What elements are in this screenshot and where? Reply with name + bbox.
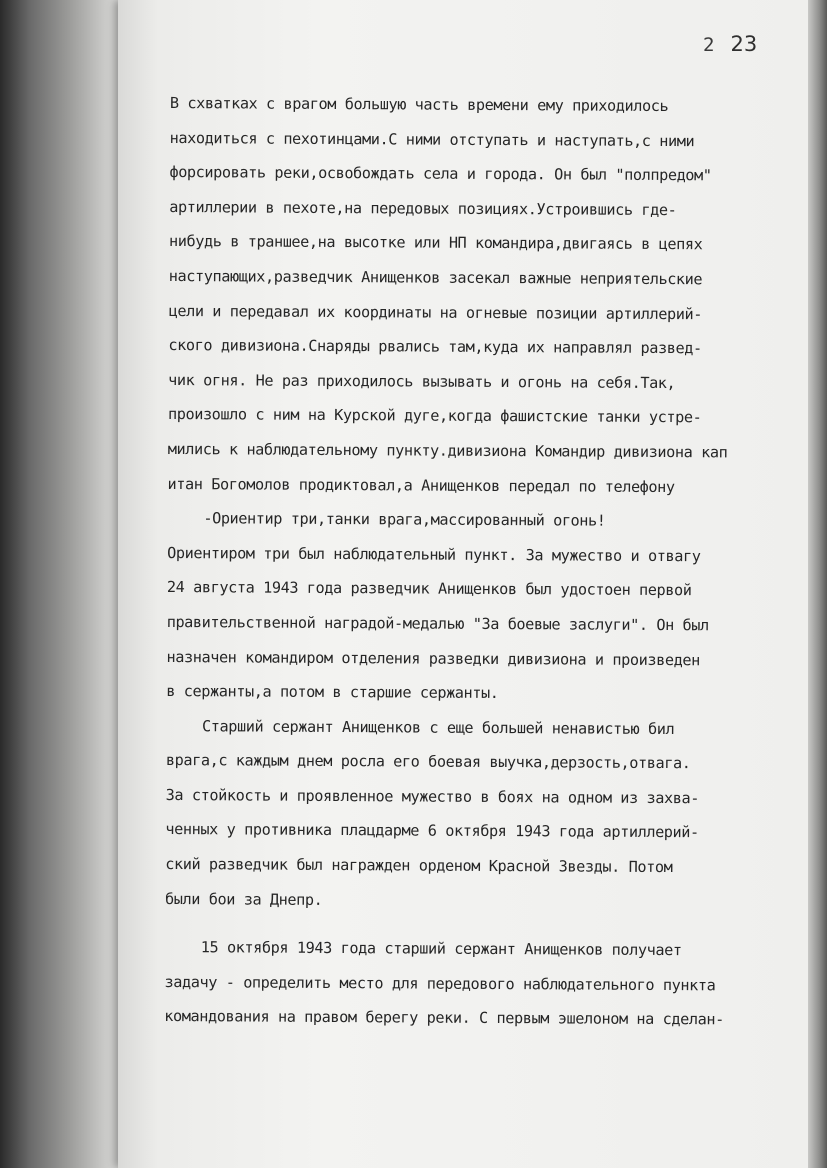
text-line: мились к наблюдательному пункту.дивизиона Командир дивизиона кап [167, 439, 728, 462]
typewritten-text [164, 86, 810, 1038]
paragraph [167, 86, 810, 505]
text-line: Ориентиром три был наблюдательный пункт. За мужество и отвагу [167, 543, 701, 565]
text-line: врага,с каждым днем росла его боевая выучка,дерзость,отвага. [165, 751, 691, 773]
text-line: находиться с пехотинцами.С ними отступать и наступать,с ними [169, 128, 695, 150]
page-number [703, 32, 757, 56]
text-line: в сержанты,а потом в старшие сержанты. [166, 682, 499, 703]
text-line: чик огня. Не раз приходилось вызывать и огонь на себя.Так, [168, 370, 676, 392]
text-line: артиллерии в пехоте,на передовых позициях.Устроившись где- [169, 197, 677, 219]
paragraph [164, 930, 805, 1038]
text-line: ский разведчик был награжден орденом Красной Звезды. Потом [165, 855, 673, 877]
text-line: были бои за Днепр. [164, 889, 323, 909]
text-line: назначен командиром отделения разведки дивизиона и произведен [166, 647, 700, 669]
text-line: ченных у противника плацдарме 6 октября 1943 года артиллерий- [165, 820, 699, 842]
text-line: 24 августа 1943 года разведчик Анищенков был удостоен первой [166, 578, 692, 600]
text-line: форсировать реки,освобождать села и города. Он был "полпредом" [169, 163, 712, 185]
text-line: итан Богомолов продиктовал,а Анищенков передал по телефону [167, 474, 675, 496]
text-line: -Ориентир три,танки врага,массированный огонь! [203, 509, 606, 530]
paragraph [165, 709, 806, 920]
text-line: правительственной наградой-медалью "За боевые заслуги". Он был [166, 612, 709, 635]
paragraph [166, 536, 807, 713]
page-edge-shadow [808, 0, 827, 1168]
text-line: ского дивизиона.Снаряды рвались там,куда их направлял развед- [168, 336, 702, 358]
text-line: Старший сержант Анищенков с еще большей ненавистью бил [202, 716, 675, 738]
text-line: задачу - определить место для передового наблюдательного пункта [164, 972, 716, 995]
page-number-handwritten: 23 [730, 32, 758, 56]
text-line: В схватках с врагом большую часть времени ему приходилось [169, 93, 669, 116]
text-line: произошло с ним на Курской дуге,когда фашистские танки устре- [167, 405, 702, 427]
text-line: цели и передавал их координаты на огневые позиции артиллерий- [168, 301, 703, 323]
text-line: 15 октября 1943 года старший сержант Анищенков получает [200, 938, 682, 960]
text-line: наступающих,разведчик Анищенков засекал важные неприятельские [168, 266, 703, 289]
text-line: нибудь в траншее,на высотке или НП командира,двигаясь в цепях [168, 232, 703, 254]
text-line: командования на правом берегу реки. С первым эшелоном на сделан- [164, 1007, 724, 1029]
paragraph [167, 501, 807, 540]
text-line: За стойкость и проявленное мужество в боях на одном из захва- [165, 785, 700, 808]
page-number-typed: 2 [703, 34, 715, 56]
binding-gutter [0, 0, 120, 1168]
